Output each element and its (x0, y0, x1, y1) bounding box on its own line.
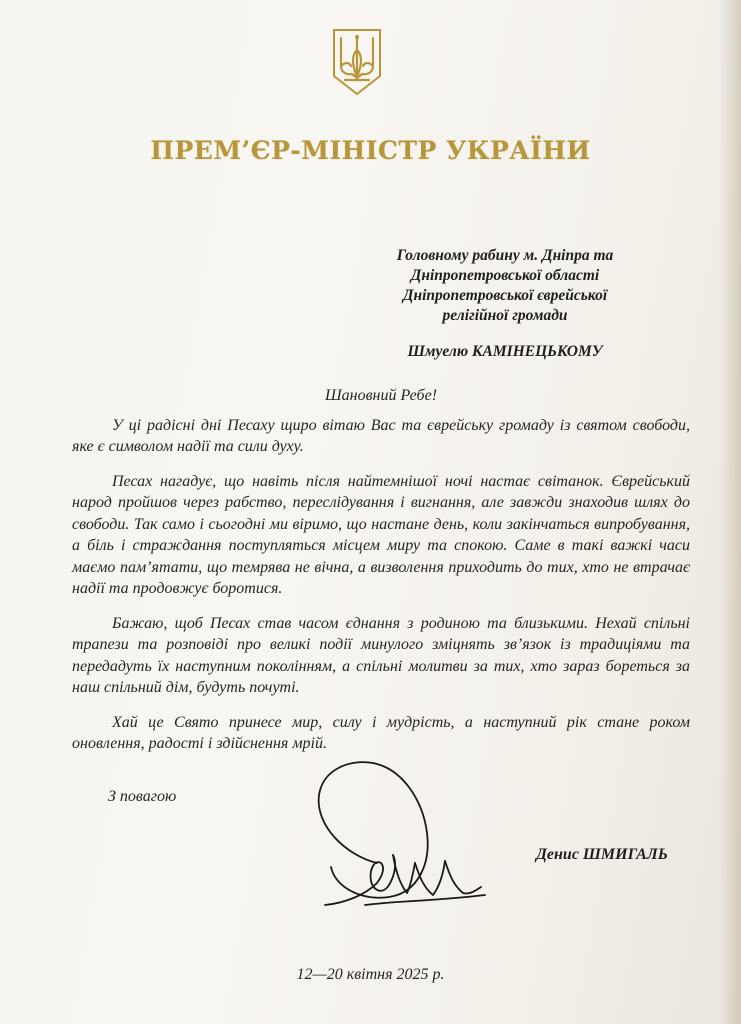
salutation: Шановний Ребе! (324, 387, 438, 404)
addressee-line: релігійної громади (442, 307, 568, 324)
letter-paragraph: Хай це Свято принесе мир, силу і мудрість, а наступний рік стане роком оновлення, радості і здійснення мрій. (72, 713, 690, 752)
addressee-line: Дніпропетровської єврейської (402, 287, 608, 304)
addressee-line: Дніпропетровської області (410, 267, 600, 284)
closing: З повагою (108, 788, 177, 805)
signer-name: Денис ШМИГАЛЬ (536, 846, 668, 863)
letter-body (72, 385, 690, 768)
ukraine-trident-emblem-icon (332, 28, 382, 96)
addressee-line: Головному рабину м. Дніпра та (396, 247, 614, 264)
handwritten-signature-icon (305, 755, 495, 915)
addressee-block (375, 246, 635, 362)
letterhead-title: ПРЕМ’ЄР-МІНІСТР УКРАЇНИ (150, 136, 591, 165)
letter-paragraph: У ці радісні дні Песаху щиро вітаю Вас та єврейську громаду із святом свободи, яке є символом надії та сили духу. (72, 416, 690, 455)
letter-paragraph: Бажаю, щоб Песах став часом єднання з родиною та близькими. Нехай спільні трапези та розповіді про великі події минулого зміцнять зв’язок із традиціями та передадуть їх наступним поколінням, а спільні молитви за тих, хто зараз бореться за наш спільний дім, будуть почуті. (72, 614, 690, 696)
letter-date: 12—20 квітня 2025 р. (296, 966, 445, 983)
addressee-name: Шмуелю КАМІНЕЦЬКОМУ (407, 343, 603, 360)
letter-paragraph: Песах нагадує, що навіть після найтемнішої ночі настає світанок. Єврейський народ пройшов через рабство, переслідування і вигнання, але завжди знаходив шлях до свободи. Так само і сьогодні ми віримо, що настане день, коли закінчаться випробування, а біль і страждання поступляться місцем миру та спокою. Саме в такі важкі часи маємо пам’ятати, що темрява не вічна, а визволення приходить до тих, хто не втрачає надії та продовжує боротися. (72, 472, 690, 597)
